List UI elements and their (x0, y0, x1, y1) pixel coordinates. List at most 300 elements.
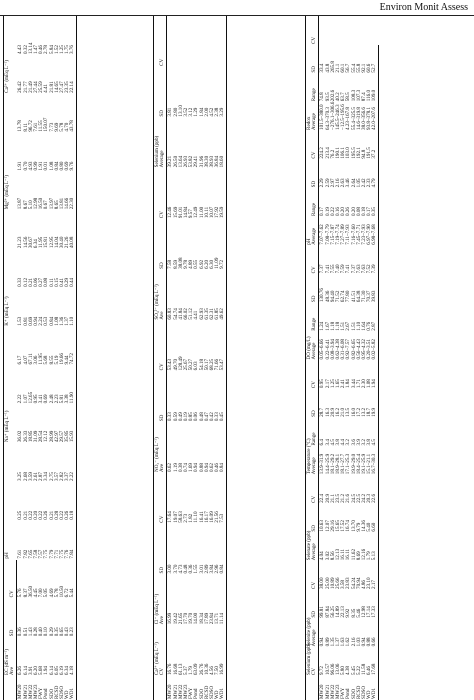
table-cell: 0.18 (70, 482, 77, 521)
table-cell: 4.5 (372, 418, 379, 447)
sub-header-row (312, 16, 319, 700)
group-header: Selenium (ppb) (306, 643, 312, 675)
table-cell: 9.78 (182, 259, 189, 269)
column-header: SD (160, 67, 167, 118)
site-id-cell: MW22 (27, 684, 34, 699)
table-cell: 145.5–246.3 (334, 104, 341, 130)
table-cell: 19.07 (172, 511, 179, 523)
table-cell: 38.00 (319, 577, 326, 589)
table-cell: 1.47 (32, 45, 39, 54)
table-cell: 8.11 (22, 122, 29, 132)
table-cell: 5.80 (340, 666, 347, 675)
table-cell: 1.10 (70, 288, 77, 327)
table-cell: 0.06 (193, 412, 200, 422)
table-cell: 5.05 (43, 588, 50, 598)
table-cell: 11.95 (38, 236, 45, 249)
table-cell: 58.5 (345, 92, 352, 102)
table-cell: 6.98–7.68 (372, 217, 379, 246)
table-cell: 40.2 (334, 92, 341, 102)
table-cell: 4.23–167.8 (345, 107, 352, 130)
table-cell: 1.08 (53, 316, 60, 326)
table-cell: 52.7 (372, 45, 379, 74)
table-cell: 7.76 (64, 549, 71, 559)
table-cell: 16.3 (324, 407, 331, 417)
table-cell: 14.56 (22, 236, 29, 249)
table-cell: 9.72 (319, 666, 326, 675)
table-cell: 3.59 (27, 472, 34, 481)
table-cell: 0.95 (319, 379, 326, 389)
group-header: Temperature (°C) (306, 360, 313, 475)
table-cell: 11.90 (70, 366, 77, 405)
table-cell: 2.00 (203, 107, 210, 117)
table-cell: 7.59 (340, 264, 347, 274)
table-cell: 6.97–7.90 (366, 224, 373, 245)
table-cell: 18.4–25.4 (355, 453, 362, 475)
table-cell: 2.17 (372, 561, 379, 590)
table-cell: 3.00 (167, 564, 174, 574)
table-cell: 7.71 (53, 549, 60, 559)
corner-cell (10, 676, 17, 700)
table-cell: 3.25 (17, 472, 24, 481)
table-cell: 7.41 (324, 264, 331, 274)
table-cell: 5.76 (17, 588, 24, 598)
site-id-cell: MW21 (22, 684, 29, 699)
table-cell: 0.41 (58, 277, 65, 287)
table-cell: 23.35 (64, 81, 71, 93)
table-cell: 5.46 (355, 608, 362, 618)
table-cell: 7.65 (27, 549, 34, 559)
table-cell: 15.93 (70, 404, 77, 443)
table-cell: 2.61 (32, 472, 39, 481)
table-cell: 35.85 (64, 430, 71, 443)
corner-cell (4, 676, 11, 700)
table-cell: 7.61 (17, 549, 24, 559)
table-cell: 5.68 (38, 666, 45, 675)
table-cell: 7.40 (334, 264, 341, 274)
table-cell: 17.2 (355, 407, 362, 417)
table-cell: 0.51 (22, 627, 29, 637)
table-cell: 28.99 (48, 430, 55, 443)
table-cell: 0.46 (38, 45, 45, 54)
column-header: CV (312, 246, 319, 275)
column-header: Range (312, 418, 319, 447)
table-cell: 2.33 (366, 178, 373, 188)
table-cell: 7.11–7.93 (345, 224, 352, 245)
table-cell: 12.95 (48, 236, 55, 249)
table-cell: 0.22 (27, 510, 34, 520)
group-header: Selenate (ppb) (306, 475, 313, 561)
site-id-cell: Pond (43, 688, 50, 699)
table-cell: 0.76 (366, 321, 373, 331)
table-cell: 14.89 (334, 606, 341, 618)
site-id-cell: FWY (38, 687, 45, 699)
table-cell: 53.43 (167, 358, 174, 371)
table-cell: 4.56 (208, 666, 215, 675)
table-cell: 13.5 (345, 407, 352, 417)
group-header: SO₄²⁻ (mEq L⁻¹) (154, 168, 161, 320)
table-cell: 63.09 (193, 663, 200, 675)
table-cell: 5.78 (53, 588, 60, 598)
table-cell: 0.16 (334, 207, 341, 216)
table-cell: 10.50 (58, 585, 65, 598)
table-cell: 0.20 (32, 510, 39, 520)
table-cell: 0.21 (27, 277, 34, 287)
column-header: SD (160, 219, 167, 270)
table-cell: 22.5 (355, 493, 362, 503)
table-cell: 1.55 (193, 564, 200, 574)
site-id-cell: WD1 (70, 676, 77, 700)
table-cell (167, 16, 174, 67)
table-cell: 0.89 (324, 637, 331, 647)
table-cell: 6.26 (17, 666, 24, 675)
table-cell: 2.48 (48, 394, 55, 404)
table-cell: 3.41 (38, 394, 45, 404)
group-header: Ca²⁺ (mEq L⁻¹) (154, 625, 161, 676)
table-cell: 0.28 (53, 510, 60, 520)
table-cell: 6.05 (53, 666, 60, 675)
table-cell: 4.38 (345, 666, 352, 675)
table-cell: 0.25 (17, 510, 24, 520)
table-cell: 0.11 (48, 278, 55, 287)
table-cell: 8.37 (22, 588, 29, 598)
table-cell: 8.35 (350, 608, 357, 618)
table-cell: 16.74 (345, 520, 352, 532)
table-cell: 21.26 (64, 236, 71, 249)
table-cell: 3.81 (167, 107, 174, 117)
table-cell: 0.94 (319, 637, 326, 647)
table-cell: 25.67 (182, 358, 189, 371)
table-cell: 10.11 (203, 206, 210, 219)
table-cell: 2.16 (350, 637, 357, 647)
table-cell: 22.4 (319, 493, 326, 503)
table-cell: 15.81 (43, 236, 50, 249)
table-cell: 0.19 (324, 207, 331, 216)
table-cell: 1.08 (366, 379, 373, 389)
data-table-3 (305, 16, 379, 700)
table-cell: 13.2 (360, 407, 367, 417)
table-cell: 0.17 (366, 207, 373, 216)
table-cell: 38.08 (177, 257, 184, 269)
column-header: CV (312, 475, 319, 504)
table-cell: 43.8 (324, 63, 331, 73)
table-cell: 23.84 (208, 612, 215, 625)
table-cell: 71.52 (334, 290, 341, 303)
table-cell: 16.99 (167, 612, 174, 625)
running-head: Environ Monit Assess (379, 2, 468, 13)
table-cell: 14.04 (53, 236, 60, 249)
site-id-cell: RCSD (355, 685, 362, 699)
table-cell: 9.44 (64, 355, 71, 365)
corner-cell (306, 676, 313, 700)
table-cell: 3.9 (355, 439, 362, 446)
sub-header-row (10, 16, 17, 700)
table-cell: 5.22 (355, 666, 362, 675)
group-header: K⁺ (mEq L⁻¹) (4, 210, 11, 326)
table-cell: 16.68 (172, 663, 179, 675)
table-cell: 53.47 (220, 321, 227, 372)
table-cell: 2.73 (182, 513, 189, 523)
table-cell: 11.55 (38, 120, 45, 132)
table-cell: 93.8–378.1 (366, 107, 373, 130)
table-cell: 19.9–29.0 (350, 453, 357, 475)
column-header: SD (312, 504, 319, 533)
table-cell: 7.50 (214, 666, 221, 675)
table-cell: 1.10 (355, 321, 362, 331)
table-cell: 12.07 (324, 520, 331, 532)
table-cell: 4.73 (177, 564, 184, 574)
sub-header-row (160, 16, 167, 700)
site-id-cell: MW23 (182, 684, 189, 699)
table-cell: 190.1 (334, 147, 341, 159)
table-cell: 4.43 (17, 45, 24, 54)
table-cell: 3.2 (360, 439, 367, 446)
table-cell: 7.19–7.74 (334, 224, 341, 245)
table-cell: 7.63 (355, 264, 362, 274)
column-header: CV (312, 647, 319, 676)
table-cell: 50.27 (188, 358, 195, 371)
table-cell: 7.84 (70, 521, 77, 560)
table-cell: 4.41 (43, 83, 50, 93)
table-cell: 18.1–29.2 (329, 453, 336, 475)
table-cell: 68.25 (208, 358, 215, 371)
site-id-cell: MW23 (334, 684, 341, 699)
table-cell: 6.20 (203, 259, 210, 269)
table-cell: 0.84 (220, 422, 227, 473)
column-header: CV (160, 625, 167, 676)
table-cell: 1.62 (345, 637, 352, 647)
site-id-cell: RCSD (203, 685, 210, 699)
table-cell: 5.81 (58, 394, 65, 404)
data-table-1 (3, 16, 77, 700)
table-cell: 21.1 (334, 63, 341, 73)
table-cell: 30.67 (27, 236, 34, 249)
table-cell: 3.34 (43, 472, 50, 481)
table-cell: 38.0–356.6 (360, 107, 367, 130)
table-cell: 3.01 (198, 564, 205, 574)
table-cell: 2.64 (350, 178, 357, 188)
table-cell: 17.52 (340, 520, 347, 532)
table-cell: 58.63 (177, 511, 184, 523)
table-cell: 39.21 (167, 155, 174, 168)
table-cell: 224.2 (319, 147, 326, 159)
table-cell: 64.38 (355, 290, 362, 303)
table-cell: 16.11 (345, 548, 352, 561)
table-cell: 3.57 (53, 472, 60, 481)
table-cell: 7.37 (350, 264, 357, 274)
table-cell: 13.87 (17, 197, 24, 210)
group-header: Selenite (ppb) (306, 561, 313, 647)
table-cell: 2.42 (360, 178, 367, 188)
table-cell: 49.70 (172, 358, 179, 371)
table-cell: 87.84 (324, 606, 331, 618)
column-header: CV (160, 16, 167, 67)
table-cell: 99.81 (319, 606, 326, 618)
site-id-cell: RCSD (53, 685, 60, 699)
table-cell: 13.9–31.9 (319, 453, 326, 475)
table-cell: 11.14 (220, 574, 227, 625)
table-cell: 15.1–21.1 (366, 453, 373, 475)
table-cell: 0.02–5.82 (372, 332, 379, 361)
column-header: SD (10, 598, 17, 637)
table-cell: 0.69 (43, 394, 50, 404)
table-cell: 2.68 (22, 472, 29, 481)
table-cell: 5.84 (48, 45, 55, 54)
table-cell: 0.22 (58, 510, 65, 520)
table-cell: 0.20 (340, 207, 347, 216)
table-cell: 3.58 (340, 580, 347, 589)
table-cell: 16.2 (334, 407, 341, 417)
table-cell: 16.09 (208, 511, 215, 523)
table-cell: 21.1 (329, 493, 336, 503)
table-cell: 24.5 (350, 493, 357, 503)
table-cell: 70.37 (366, 290, 373, 303)
table-cell: 1.35 (329, 637, 336, 647)
table-cell: 36.84 (214, 155, 221, 168)
site-id-cell: MW21 (172, 684, 179, 699)
table-cell: 0.10 (43, 627, 50, 637)
table-cell: 17.92 (214, 206, 221, 219)
site-id-cell: SDSO (58, 685, 65, 699)
group-header: pH (306, 131, 313, 246)
table-cell: 4.45 (32, 588, 39, 598)
table-cell: 96.06 (329, 663, 336, 675)
column-header: SD (312, 45, 319, 74)
table-cell: 0.33 (214, 412, 221, 422)
table-cell: 1.91 (17, 161, 24, 171)
table-cell: 13.78 (17, 120, 24, 132)
column-header: Average (312, 447, 319, 476)
table-cell: 7.39 (372, 246, 379, 275)
table-cell: 7.16–7.60 (350, 224, 357, 245)
site-id-cell: FWY (340, 687, 347, 699)
table-cell: 12.13 (334, 548, 341, 561)
table-cell: 3.6 (350, 439, 357, 446)
table-cell: 5.78 (58, 122, 65, 132)
table-cell: 31.96 (198, 155, 205, 168)
table-cell: 1.71 (355, 379, 362, 389)
table-cell: 1.43 (27, 627, 34, 637)
table-cell: 14.84 (182, 206, 189, 219)
table-cell: 213.4 (324, 147, 331, 159)
table-cell: 21.23 (17, 236, 24, 249)
table-cell: 74.8 (319, 92, 326, 102)
table-cell: 1.82 (188, 513, 195, 523)
table-cell: 67.11 (27, 353, 34, 365)
table-cell: 49.62 (220, 270, 227, 321)
table-cell: 10.36 (203, 663, 210, 675)
table-cell: 6.4 (319, 439, 326, 446)
table-cell: 7.45–7.71 (355, 224, 362, 245)
table-cell: 4.4 (340, 439, 347, 446)
table-cell: 2.96 (214, 564, 221, 574)
table-cell: 21.56 (214, 511, 221, 523)
column-header: Range (312, 74, 319, 103)
table-cell: 7.63 (360, 264, 367, 274)
table-cell: 7.15–7.87 (329, 224, 336, 245)
table-cell: 0.22–6.41 (324, 339, 331, 360)
table-cell: 0.17 (319, 207, 326, 216)
table-cell: 26.93 (182, 155, 189, 168)
group-header: Cl⁻ (mEq L⁻¹) (154, 473, 161, 625)
table-cell: 0.99 (32, 161, 39, 171)
table-cell: 21.77 (22, 81, 29, 93)
table-cell: 76.2 (329, 149, 336, 159)
table-cell: 0.56–4.43 (355, 339, 362, 360)
table-cell: 63.7 (340, 92, 347, 102)
table-cell: 1.51 (340, 321, 347, 331)
table-cell: 22.30 (70, 171, 77, 210)
table-cell: 39.83 (372, 274, 379, 303)
table-cell: 40.08 (70, 210, 77, 249)
table-cell: 56.7 (345, 63, 352, 73)
table-cell: 150.07 (43, 117, 50, 132)
column-header: Average (312, 332, 319, 361)
table-cell: 13.10 (177, 105, 184, 117)
table-cell: 3.06 (32, 355, 39, 365)
table-cell: 55.4–325.5 (350, 107, 357, 130)
table-cell: 116.0 (366, 89, 373, 102)
table-cell: 4.5 (329, 439, 336, 446)
group-header: Selenium (ppb) (154, 16, 161, 168)
table-cell: 2.22 (17, 394, 24, 404)
table-cell: 0.12 (22, 277, 29, 287)
table-cell: 2.24 (38, 316, 45, 326)
column-header: Average (312, 619, 319, 648)
table-cell: 7.75 (58, 549, 65, 559)
table-cell: 1.24 (319, 321, 326, 331)
table-cell: 91.01 (177, 206, 184, 219)
table-cell: 1.51 (350, 321, 357, 331)
table-cell: 0.22 (329, 207, 336, 216)
table-cell: 0.42 (208, 412, 215, 422)
table-cell: 13.06 (334, 663, 341, 675)
table-cell: 8.69 (355, 551, 362, 561)
table-cell: 60.6 (366, 63, 373, 73)
table-cell: 0.45 (220, 371, 227, 422)
table-cell: 14.00 (193, 612, 200, 625)
table-cell: 0.01 (43, 161, 50, 171)
table-cell: 0.29 (64, 277, 71, 287)
table-cell: 11.62 (350, 548, 357, 561)
site-id-cell: SDO (198, 688, 205, 699)
table-cell: 108.3 (350, 89, 357, 102)
table-cell: 21.0 (340, 407, 347, 417)
table-cell: 3.8 (366, 439, 373, 446)
table-cell: 0.05–6.66 (319, 339, 326, 360)
table-cell: 0.20 (350, 207, 357, 216)
column-header: Ave (160, 574, 167, 625)
table-cell: 0.88 (198, 463, 205, 472)
table-cell: 7.61 (32, 122, 39, 132)
table-cell: 70.94 (355, 577, 362, 589)
table-cell: 1.94 (372, 360, 379, 389)
table-cell: 1.63 (340, 637, 347, 647)
column-header: SD (160, 524, 167, 575)
data-table-2 (153, 16, 227, 700)
table-cell: 13.14 (27, 42, 34, 54)
table-cell: 0.08–3.94 (329, 339, 336, 360)
table-cell: 1.07 (22, 394, 29, 404)
table-cell: 19.59 (220, 168, 227, 219)
table-cell: 1.94 (43, 666, 50, 675)
column-header: SD (160, 371, 167, 422)
table-cell: −12.5–195.6 (340, 104, 347, 130)
table-cell: 61.35 (203, 308, 210, 320)
table-row (167, 16, 174, 700)
table-cell: 93.5 (324, 92, 331, 102)
table-cell: 12.46 (167, 206, 174, 219)
table-cell: 1.84 (198, 107, 205, 117)
